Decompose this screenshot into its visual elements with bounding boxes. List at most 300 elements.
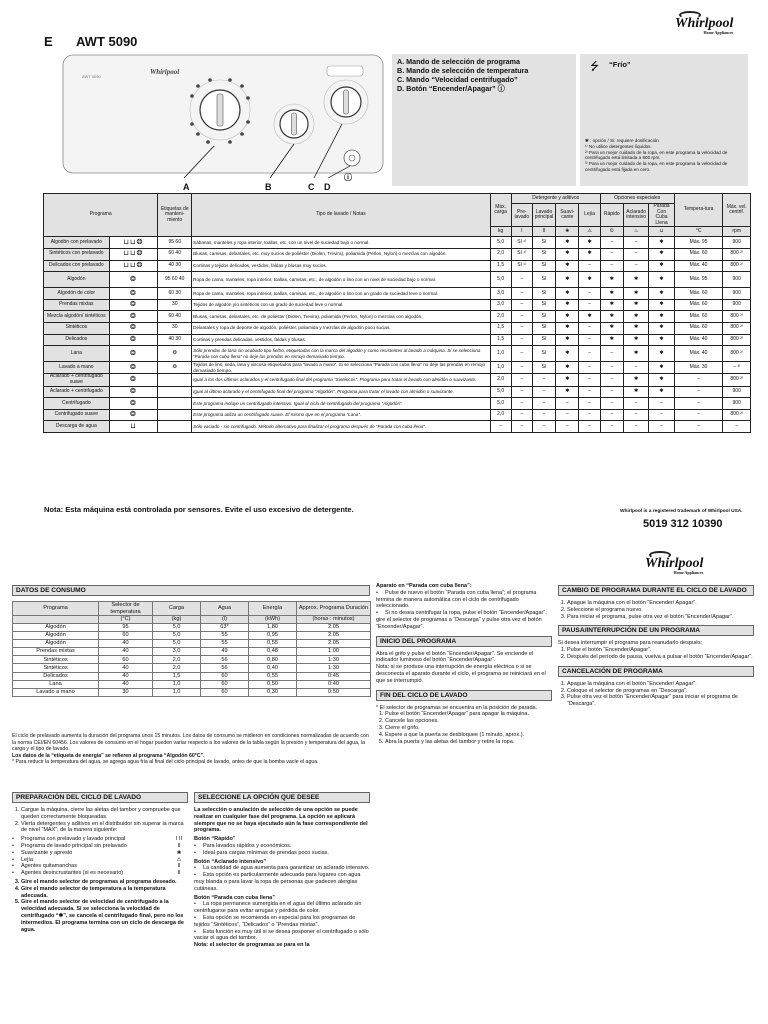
consumo-row [13, 623, 371, 631]
program-icons: ⊔⊔❂ [109, 248, 158, 260]
consumo-note-2: Los datos de la “etiqueta de energía” se refieren al programa “Algodón 60°C”. [12, 752, 205, 759]
max-load: 2,0 [490, 248, 511, 260]
quick: – [600, 346, 623, 362]
language-code: E [44, 34, 53, 49]
consumo-header: Agua [201, 602, 249, 616]
consumo-notes [12, 733, 370, 766]
rinse: – [623, 237, 648, 249]
consumo-cell: 40 [99, 639, 153, 647]
hold-item-2: • Esta opción se recomienda en especial para los programas de tejidos “Sintéticos”, “Delicados” o “Prendas mixtas”. [194, 915, 370, 929]
consumo-cell: 2:05 [297, 631, 371, 639]
option-intro: La selección o anulación de selección de una opción se puede realizar en cualquier fase del programa. La opción se aplicará siempre que no se haya ejecutado aún la fase correspondiente del programa. [194, 807, 368, 834]
consumo-unit: (l) [201, 616, 249, 624]
consumo-cell: 5,0 [153, 631, 201, 639]
right-section [558, 585, 754, 708]
prewash: – [511, 374, 532, 386]
softener: ✱ [556, 386, 579, 398]
max-load: 5,0 [490, 237, 511, 249]
prewash: – [511, 299, 532, 311]
consumo-cell: 2,0 [153, 656, 201, 664]
quick: ✱ [600, 322, 623, 334]
rinse: ✱ [623, 272, 648, 288]
program-row [44, 374, 751, 386]
temperature: – [674, 398, 723, 410]
whirlpool-logo-2 [645, 556, 703, 575]
consumo-row [13, 639, 371, 647]
model-name: AWT 5090 [76, 34, 138, 49]
mainwash: Sí [532, 248, 555, 260]
consumo-cell: 60 [201, 680, 249, 688]
program-icons: ❂ [109, 374, 158, 386]
care-labels: 95 60 [158, 237, 192, 249]
consumo-cell: 1:00 [297, 648, 371, 656]
quick-icon: ⏲ [600, 227, 623, 237]
care-labels: ❂ [158, 362, 192, 374]
rinse-hold: ✱ [649, 237, 674, 249]
hold-item-1: • La ropa permanece sumergida en el agua del último aclarado sin centrifugarse para evitar arrugas y pérdida de color. [194, 901, 370, 915]
notes-box [580, 54, 748, 186]
mainwash: – [532, 386, 555, 398]
logo-swoosh-icon [679, 11, 701, 19]
consumo-header: Approx. Programa Duración [297, 602, 371, 616]
detergent-item [12, 843, 188, 850]
consumo-cell: 0,50 [249, 680, 297, 688]
care-labels: 30 [158, 322, 192, 334]
consumo-cell: 30 [99, 689, 153, 697]
bleach: – [579, 346, 600, 362]
on-off-button-drawing [344, 150, 360, 166]
care-labels [158, 421, 192, 433]
consumo-cell: 0:50 [297, 689, 371, 697]
pause-intro: Si desea interrumpir el programa para reanudarlo después: [558, 640, 703, 647]
start-text: Abra el grifo y pulse el botón “Encender/Apagar”. Se enciende el indicador luminoso del botón “Encender/Apagar”. [376, 650, 534, 664]
cancel-step-2: 2. Coloque el selector de programas en “Descarga”. [567, 688, 754, 695]
temperature: Máx. 95 [674, 237, 723, 249]
consumo-cell: Delicados [13, 672, 99, 680]
program-row [44, 248, 751, 260]
consumo-cell: Lavado a mano [13, 689, 99, 697]
rinse-item-1: • La cantidad de agua aumenta para garantizar un aclarado intensivo. [194, 865, 370, 872]
program-name: Delicados con prelavado [44, 260, 110, 272]
rinse-hold: ✱ [649, 362, 674, 374]
control-panel-svg [62, 54, 390, 184]
consumo-cell: 0,55 [249, 672, 297, 680]
consumo-cell: 63* [201, 623, 249, 631]
detergent-item [12, 870, 188, 877]
care-labels [158, 398, 192, 410]
consumo-cell: 1:30 [297, 656, 371, 664]
temperature: Máx. 60 [674, 311, 723, 323]
rinse-hold: ✱ [649, 299, 674, 311]
consumo-cell: 0,95 [249, 631, 297, 639]
logo-swoosh-icon [649, 551, 671, 559]
note-1: ¹⁾ No utilice detergentes líquidos. [585, 143, 652, 149]
consumo-cell: 40 [99, 680, 153, 688]
rinse-hold: ✱ [649, 374, 674, 386]
consumo-cell: Algodón [13, 639, 99, 647]
consumo-cell: 0,40 [249, 664, 297, 672]
bleach: – [579, 409, 600, 421]
consumo-cell: Prendas mixtas [13, 648, 99, 656]
program-icons: ❂ [109, 322, 158, 334]
quick: ✱ [600, 334, 623, 346]
th-temp-unit: °C [674, 227, 723, 237]
rinse-hold: ✱ [649, 288, 674, 300]
softener: – [556, 421, 579, 433]
prewash: – [511, 288, 532, 300]
th-parada: Parada Con Cuba Llena [649, 204, 674, 227]
prewash: Sí ¹⁾ [511, 260, 532, 272]
program-row [44, 322, 751, 334]
detergent-item-symbol: I II [175, 836, 183, 843]
max-load: 1,5 [490, 260, 511, 272]
spin-speed: – ³⁾ [723, 362, 751, 374]
cancel-title: CANCELACIÓN DE PROGRAMA [558, 666, 754, 677]
bleach: – [579, 362, 600, 374]
program-icons: ❂ [109, 334, 158, 346]
program-row [44, 421, 751, 433]
consumo-unit: (°C) [99, 616, 153, 624]
th-pre: Pre-lavado [511, 204, 532, 227]
th-lavado: Lavado principal [532, 204, 555, 227]
consumo-unit [13, 616, 99, 624]
quick-item-1: • Para lavados rápidos y económicos. [194, 843, 370, 850]
max-load: 1,5 [490, 322, 511, 334]
consumo-title: DATOS DE CONSUMO [12, 585, 370, 596]
spin-speed: – [723, 421, 751, 433]
temperature: Máx. 40 [674, 334, 723, 346]
spin-speed: 800 ²⁾ [723, 374, 751, 386]
spin-speed: 900 [723, 386, 751, 398]
consumo-cell: 0:40 [297, 680, 371, 688]
th-aclarado: Aclarado intensivo [623, 204, 648, 227]
program-name: Lavado a mano [44, 362, 110, 374]
hold-state-title: Aparato en “Parada con cuba llena”: [376, 583, 472, 589]
detergent-item-text: • Agentes desincrustantes (si es necesario) [21, 870, 124, 877]
prep-step-2: 2. Vierta detergentes y aditivos en el distribuidor sin superar la marca de nivel “MAX”, de la manera siguiente: [21, 821, 188, 835]
panel-model-text: AWT 5090 [82, 74, 101, 79]
rinse: ✱ [623, 299, 648, 311]
program-row [44, 362, 751, 374]
care-labels: 40 30 [158, 260, 192, 272]
consumo-cell: 1,5 [153, 672, 201, 680]
program-name: Sintéticos con prelavado [44, 248, 110, 260]
prewash: – [511, 334, 532, 346]
prewash: Sí ¹⁾ [511, 237, 532, 249]
rinse: – [623, 260, 648, 272]
max-load: 5,0 [490, 386, 511, 398]
spin-speed: 800 ²⁾ [723, 409, 751, 421]
prep-title: PREPARACIÓN DEL CICLO DE LAVADO [12, 792, 188, 803]
rinse: – [623, 421, 648, 433]
callout-c: C [308, 182, 315, 192]
program-name: Algodón [44, 272, 110, 288]
consumo-row [13, 672, 371, 680]
mainwash: Sí [532, 311, 555, 323]
option-note: Nota: el selector de programas se para en la [194, 942, 310, 949]
mainwash: – [532, 409, 555, 421]
temperature: Máx. 60 [674, 288, 723, 300]
bleach-icon: ⚠ [579, 227, 600, 237]
bleach: ✱ [579, 248, 600, 260]
consumo-row [13, 631, 371, 639]
pause-step-1: 1. Pulse el botón “Encender/Apagar”. [567, 647, 754, 654]
detergent-item [12, 863, 188, 870]
end-step-2: 2. Cancele las opciones. [385, 718, 552, 725]
quick: – [600, 421, 623, 433]
callout-a: A [183, 182, 190, 192]
end-step-1: 1. Pulse el botón “Encender/Apagar” para apagar la máquina. [385, 711, 552, 718]
end-title: FIN DEL CICLO DE LAVADO [376, 690, 552, 701]
spin-speed: 900 [723, 288, 751, 300]
th-vel: Máx. vel. centrif. [723, 194, 751, 227]
bleach: – [579, 398, 600, 410]
legend-a: A. Mando de selección de programa [397, 57, 521, 66]
logo-word: Whirlpool [645, 556, 704, 571]
consumo-cell: 60 [99, 656, 153, 664]
mainwash: Sí [532, 260, 555, 272]
faucet-icon: ⭍ [590, 61, 600, 73]
prewash-icon: I [511, 227, 532, 237]
consumo-unit: (horas : minutos) [297, 616, 371, 624]
th-tipo: Tipo de lavado / Notas [192, 194, 490, 237]
program-desc: Ropa de cama, manteles, ropa interior, toallas, camisas, etc., de algodón o lino con un grado de suciedad leve o normal. [192, 288, 490, 300]
bleach: – [579, 334, 600, 346]
th-temp: Tempera-tura [674, 194, 723, 227]
panel-brand-text: Whirlpool [150, 68, 180, 76]
care-labels [158, 374, 192, 386]
program-desc: Tejidos de lino, seda, lana y viscosa etiquetados para “lavado a mano”. Si se selecciona “Parada con cuba llena” no deje las prendas en remojo demasiado tiempo. [192, 362, 490, 374]
th-detergente: Detergente y aditivos [511, 194, 600, 204]
sensor-note: Nota: Esta máquina está controlada por sensores. Evite el uso excesivo de detergente. [44, 505, 354, 514]
whirlpool-logo [675, 16, 733, 35]
end-step-4: 4. Espere a que la puerta se desbloquee (1 minuto, aprox.). [385, 732, 552, 739]
program-name: Aclarado + centrifugado suave [44, 374, 110, 386]
detergent-item-text: • Lejía [21, 856, 33, 863]
program-name: Centrifugado suave [44, 409, 110, 421]
quick: ✱ [600, 288, 623, 300]
rinse-item-2: • Esta opción es particularmente adecuada para lugares con agua muy blanda o para lavar la ropa de personas que padecen alergias cutáneas. [194, 872, 370, 892]
consumo-row [13, 648, 371, 656]
program-desc: Igual al último aclarado y el centrifugado final del programa “Algodón”. Programa para tratar el lavado con almidón o suavizante. [192, 386, 490, 398]
program-desc: Sábanas, manteles y ropa interior, toallas, etc. con un nivel de suciedad bajo o normal. [192, 237, 490, 249]
quick: ✱ [600, 299, 623, 311]
consumo-row [13, 680, 371, 688]
note-3: ³⁾ Para un mejor cuidado de la ropa, en este programa la velocidad de centrifugado está fijada en cero. [585, 161, 728, 172]
care-labels: ❂ [158, 346, 192, 362]
spin-speed: 900 [723, 272, 751, 288]
rinse: ✱ [623, 386, 648, 398]
softener: ✱ [556, 248, 579, 260]
program-row [44, 398, 751, 410]
consumo-cell: 56 [201, 664, 249, 672]
consumo-cell: 5,0 [153, 639, 201, 647]
spin-speed: 800 ²⁾ [723, 346, 751, 362]
program-row [44, 288, 751, 300]
rinse-icon: ♨ [623, 227, 648, 237]
program-icons: ⊔ [109, 421, 158, 433]
consumo-cell: 0,80 [249, 656, 297, 664]
consumo-cell: 95 [99, 623, 153, 631]
bleach: ✱ [579, 237, 600, 249]
th-vel-unit: rpm [723, 227, 751, 237]
end-step-3: 3. Cierre el grifo. [385, 725, 552, 732]
consumo-cell: 2:05 [297, 623, 371, 631]
rinse-hold: ✱ [649, 346, 674, 362]
consumo-cell: 55 [201, 639, 249, 647]
program-row [44, 386, 751, 398]
detergent-item [12, 850, 188, 857]
cancel-step-3: 3. Pulse otra vez el botón “Encender/Apagar” para iniciar el programa de “Descarga”. [567, 694, 754, 708]
temperature: Máx. 95 [674, 272, 723, 288]
softener: ✱ [556, 237, 579, 249]
softener: – [556, 398, 579, 410]
program-name: Descarga de agua [44, 421, 110, 433]
program-name: Prendas mixtas [44, 299, 110, 311]
detergent-item-symbol: II [177, 870, 181, 877]
rinse-button-title: Botón “Aclarado intensivo” [194, 858, 267, 865]
softener: ✱ [556, 311, 579, 323]
bleach: ✱ [579, 311, 600, 323]
consumo-cell: 49 [201, 648, 249, 656]
consumo-note-3: * Para reducir la temperatura del agua, se agrega agua fría al final del ciclo principal de lavado, antes de que la bomba vacíe el agua. [12, 759, 319, 766]
program-desc: Igual a los dos últimos aclarados y el centrifugado final del programa “Sintéticos”. Programa para tratar el lavado con almidón o suavizante. [192, 374, 490, 386]
spin-speed: 900 [723, 237, 751, 249]
prep-step-1: 1. Cargue la máquina, cierre las aletas del tambor y compruebe que queden correctamente bloqueadas. [21, 807, 188, 821]
mainwash: – [532, 398, 555, 410]
quick: – [600, 374, 623, 386]
middle-section [376, 583, 552, 745]
prewash: – [511, 409, 532, 421]
softener: ✱ [556, 346, 579, 362]
rinse: – [623, 248, 648, 260]
info-mark-icon: ⓘ [344, 173, 352, 182]
legend-box [392, 54, 576, 186]
trademark: Whirlpool is a registered trademark of Whirlpool USA. [620, 509, 743, 514]
prewash: – [511, 421, 532, 433]
prep-step-3: 3. Gire el mando selector de programas al programa deseado. [21, 879, 188, 886]
program-icons: ⊔⊔❂ [109, 237, 158, 249]
program-icons: ❂ [109, 311, 158, 323]
temperature: Máx. 60 [674, 299, 723, 311]
prewash: Sí ¹⁾ [511, 248, 532, 260]
consumo-row [13, 664, 371, 672]
detergent-item-symbol: ❀ [176, 849, 182, 856]
program-icons: ❂ [109, 409, 158, 421]
max-load: 5,0 [490, 272, 511, 288]
rinse: – [623, 409, 648, 421]
softener: ✱ [556, 272, 579, 288]
th-max: Máx. carga [490, 194, 511, 227]
bleach: – [579, 421, 600, 433]
program-icons: ❂ [109, 346, 158, 362]
th-opciones: Opciones especiales [600, 194, 674, 204]
consumo-cell: 0,55 [249, 639, 297, 647]
bleach: – [579, 260, 600, 272]
program-icons: ⊔⊔❂ [109, 260, 158, 272]
consumo-cell: Algodón [13, 631, 99, 639]
quick: – [600, 386, 623, 398]
program-name: Algodón con prelavado [44, 237, 110, 249]
rinse-hold: ✱ [649, 386, 674, 398]
consumo-cell: Algodón [13, 623, 99, 631]
detergent-item-text: • Programa con prelavado y lavado principal [21, 836, 126, 843]
end-step-5: 5. Abra la puerta y las aletas del tambor y retire la ropa. [385, 739, 552, 746]
care-labels: 40 30 [158, 334, 192, 346]
care-labels [158, 409, 192, 421]
care-labels: 60 40 [158, 248, 192, 260]
program-desc: Cortinas y tejidos delicados, vestidos, faldas y blusas muy sucios. [192, 260, 490, 272]
quick-button-title: Botón “Rápido” [194, 836, 236, 843]
bleach: ✱ [579, 272, 600, 288]
program-desc: Delantales y ropa de deporte de algodón, poliéster, poliamida y mezclas de algodón poco sucias. [192, 322, 490, 334]
consumo-header: Carga [153, 602, 201, 616]
mainwash: Sí [532, 334, 555, 346]
consumo-unit: (kg) [153, 616, 201, 624]
hold-state-2: • Si no desea centrifugar la ropa, pulse el botón “Encender/Apagar”, gire el selector de programas a “Descarga” y pulse otra vez el botón “Encender/Apagar”. [376, 610, 552, 630]
spin-speed: 800 ²⁾ [723, 248, 751, 260]
consumo-cell: 1,0 [153, 680, 201, 688]
program-row [44, 260, 751, 272]
rinse-hold: – [649, 398, 674, 410]
program-name: Mezcla algodón/ sintéticos [44, 311, 110, 323]
max-load: 1,5 [490, 334, 511, 346]
change-title: CAMBIO DE PROGRAMA DURANTE EL CICLO DE LAVADO [558, 585, 754, 596]
mainwash: Sí [532, 346, 555, 362]
quick: ✱ [600, 272, 623, 288]
rinse: – [623, 398, 648, 410]
program-desc: Cortinas y prendas delicadas, vestidos, faldas y blusas. [192, 334, 490, 346]
rinse-hold: ✱ [649, 322, 674, 334]
prep-section [12, 792, 188, 933]
bleach: – [579, 299, 600, 311]
legend-b: B. Mando de selección de temperatura [397, 66, 529, 75]
consumo-cell: 40 [99, 648, 153, 656]
prewash: – [511, 398, 532, 410]
note-option: ✱ : opción / Si: requiere dosificación [585, 138, 659, 143]
temperature: Máx. 60 [674, 248, 723, 260]
control-panel-drawing [62, 54, 390, 184]
program-name: Sintéticos [44, 322, 110, 334]
detergent-item-symbol: II [177, 863, 181, 870]
consumo-cell: 0,30 [249, 689, 297, 697]
detergent-item-text: • Programa de lavado principal sin prelavado [21, 842, 127, 849]
quick: – [600, 248, 623, 260]
program-desc: Este programa utiliza un centrifugado suave. El mismo que en el programa “Lana”. [192, 409, 490, 421]
logo-sub: Home Appliances [673, 570, 704, 575]
prewash: – [511, 322, 532, 334]
mainwash: – [532, 421, 555, 433]
prewash: – [511, 346, 532, 362]
end-intro: * El selector de programas se encuentra en la posición de parada. [376, 704, 538, 711]
spin-speed: 800 ²⁾ [723, 322, 751, 334]
detergent-item-text: • Agentes quitamanchas [21, 863, 77, 870]
temperature: Máx. 40 [674, 346, 723, 362]
consumo-cell: 60 [201, 689, 249, 697]
softener: ✱ [556, 374, 579, 386]
th-programa: Programa [44, 194, 158, 237]
detergent-item [12, 836, 188, 843]
max-load: 3,0 [490, 288, 511, 300]
program-desc: Este programa incluye un centrifugado intensivo. Igual al ciclo de centrifugado del programa “Algodón”. [192, 398, 490, 410]
consumo-cell: 40 [99, 664, 153, 672]
program-row [44, 237, 751, 249]
th-suav: Suavi-cante [556, 204, 579, 227]
softener-icon: ❀ [556, 227, 579, 237]
softener: ✱ [556, 334, 579, 346]
rinse-hold-icon: ⊔ [649, 227, 674, 237]
consumo-unit: (kWh) [249, 616, 297, 624]
